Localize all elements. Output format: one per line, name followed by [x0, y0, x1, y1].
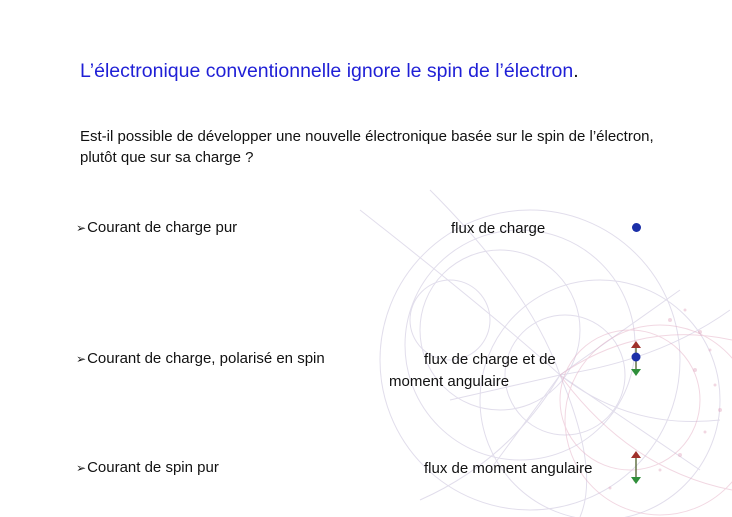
- title-period: .: [573, 60, 579, 82]
- row-desc-charge-and-momentum-flux-line1: flux de charge et de: [424, 351, 556, 368]
- row-label-text: Courant de charge, polarisé en spin: [87, 350, 325, 367]
- intro-question: Est-il possible de développer une nouvelle électronique basée sur le spin de l’électron, plutôt que sur sa charge ?: [80, 128, 654, 166]
- row-desc-angular-momentum-flux: flux de moment angulaire: [424, 460, 593, 477]
- bullet-arrow-icon: ➢: [76, 352, 87, 366]
- charge-dot-icon: [632, 223, 641, 232]
- row-label-spin-polarized-current: [76, 350, 325, 367]
- row-label-pure-spin-current: [76, 459, 219, 476]
- row-label-text: Courant de spin pur: [87, 459, 219, 476]
- bullet-arrow-icon: ➢: [76, 221, 87, 235]
- row-desc-charge-flux: flux de charge: [451, 220, 546, 237]
- title-text: L’électronique conventionnelle ignore le spin de l’électron: [80, 60, 574, 82]
- row-desc-charge-and-momentum-flux-line2: moment angulaire: [389, 373, 510, 390]
- spin-polarized-charge-icon: [628, 340, 644, 378]
- row-label-pure-charge-current: [76, 219, 237, 236]
- slide-title: [80, 60, 579, 83]
- bullet-arrow-icon: ➢: [76, 461, 87, 475]
- row-label-text: Courant de charge pur: [87, 219, 238, 236]
- spin-arrows-icon: [628, 450, 644, 486]
